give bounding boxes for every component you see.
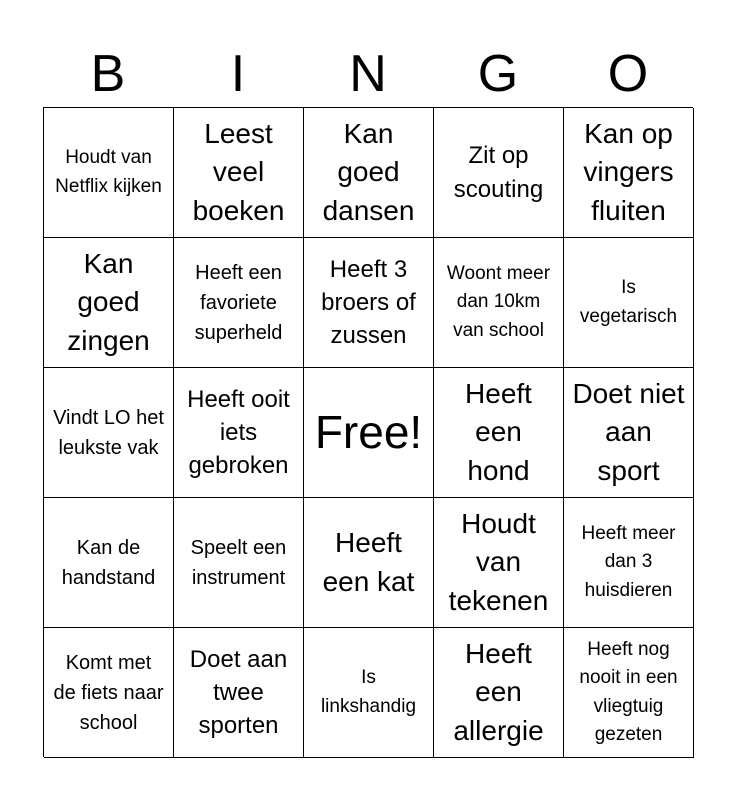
cell-text: Heeft een hond	[465, 377, 532, 486]
bingo-cell[interactable]	[434, 628, 564, 758]
cell-text: Heeft een favoriete superheld	[194, 261, 283, 344]
cell-text: Zit op scouting	[453, 142, 544, 203]
header-letter-o: O	[607, 45, 649, 103]
bingo-cell[interactable]	[304, 238, 434, 368]
bingo-cell[interactable]	[434, 498, 564, 628]
bingo-cell[interactable]	[174, 628, 304, 758]
bingo-cell[interactable]	[44, 628, 174, 758]
bingo-cell[interactable]	[564, 368, 694, 498]
cell-text: Heeft een kat	[322, 526, 415, 597]
bingo-cell[interactable]	[174, 368, 304, 498]
cell-text: Is vegetarisch	[579, 277, 678, 327]
cell-text: Kan de handstand	[61, 536, 156, 589]
bingo-cell[interactable]	[44, 238, 174, 368]
bingo-cell[interactable]	[304, 108, 434, 238]
bingo-cell[interactable]	[564, 498, 694, 628]
bingo-cell[interactable]	[434, 368, 564, 498]
bingo-cell[interactable]	[434, 108, 564, 238]
header-letter-b: B	[90, 45, 126, 103]
header-letter-g: G	[477, 45, 519, 103]
header-letter-n: N	[349, 45, 387, 103]
cell-text: Is linkshandig	[320, 667, 417, 717]
bingo-cell[interactable]	[44, 498, 174, 628]
cell-text: Heeft nog nooit in een vliegtuig gezeten	[579, 638, 678, 745]
cell-text: Heeft ooit iets gebroken	[187, 385, 290, 480]
cell-text: Kan goed zingen	[67, 247, 150, 356]
cell-text: Heeft een allergie	[453, 637, 544, 746]
cell-text: Houdt van tekenen	[448, 507, 549, 616]
cell-text: Kan goed dansen	[322, 117, 415, 226]
cell-text: Doet niet aan sport	[572, 377, 685, 486]
cell-text: Woont meer dan 10km van school	[446, 262, 551, 341]
free-space[interactable]	[304, 368, 434, 498]
bingo-cell[interactable]	[434, 238, 564, 368]
bingo-cell[interactable]	[564, 108, 694, 238]
bingo-cell[interactable]	[174, 238, 304, 368]
cell-text: Doet aan twee sporten	[189, 645, 288, 740]
header-letter-i: I	[230, 45, 246, 103]
cell-text: Leest veel boeken	[192, 117, 285, 226]
bingo-header	[43, 40, 693, 108]
bingo-card	[43, 107, 693, 757]
bingo-cell[interactable]	[564, 238, 694, 368]
bingo-cell[interactable]	[44, 108, 174, 238]
bingo-cell[interactable]	[564, 628, 694, 758]
cell-text: Kan op vingers fluiten	[583, 117, 674, 226]
bingo-cell[interactable]	[174, 108, 304, 238]
bingo-cell[interactable]	[304, 628, 434, 758]
bingo-cell[interactable]	[304, 498, 434, 628]
cell-text: Houdt van Netflix kijken	[55, 147, 162, 197]
cell-text: Komt met de fiets naar school	[53, 651, 164, 734]
free-space-text: Free!	[314, 405, 423, 458]
bingo-cell[interactable]	[174, 498, 304, 628]
cell-text: Vindt LO het leukste vak	[53, 406, 164, 459]
bingo-cell[interactable]	[44, 368, 174, 498]
cell-text: Speelt een instrument	[190, 536, 287, 589]
cell-text: Heeft 3 broers of zussen	[321, 255, 416, 350]
cell-text: Heeft meer dan 3 huisdieren	[581, 522, 676, 601]
